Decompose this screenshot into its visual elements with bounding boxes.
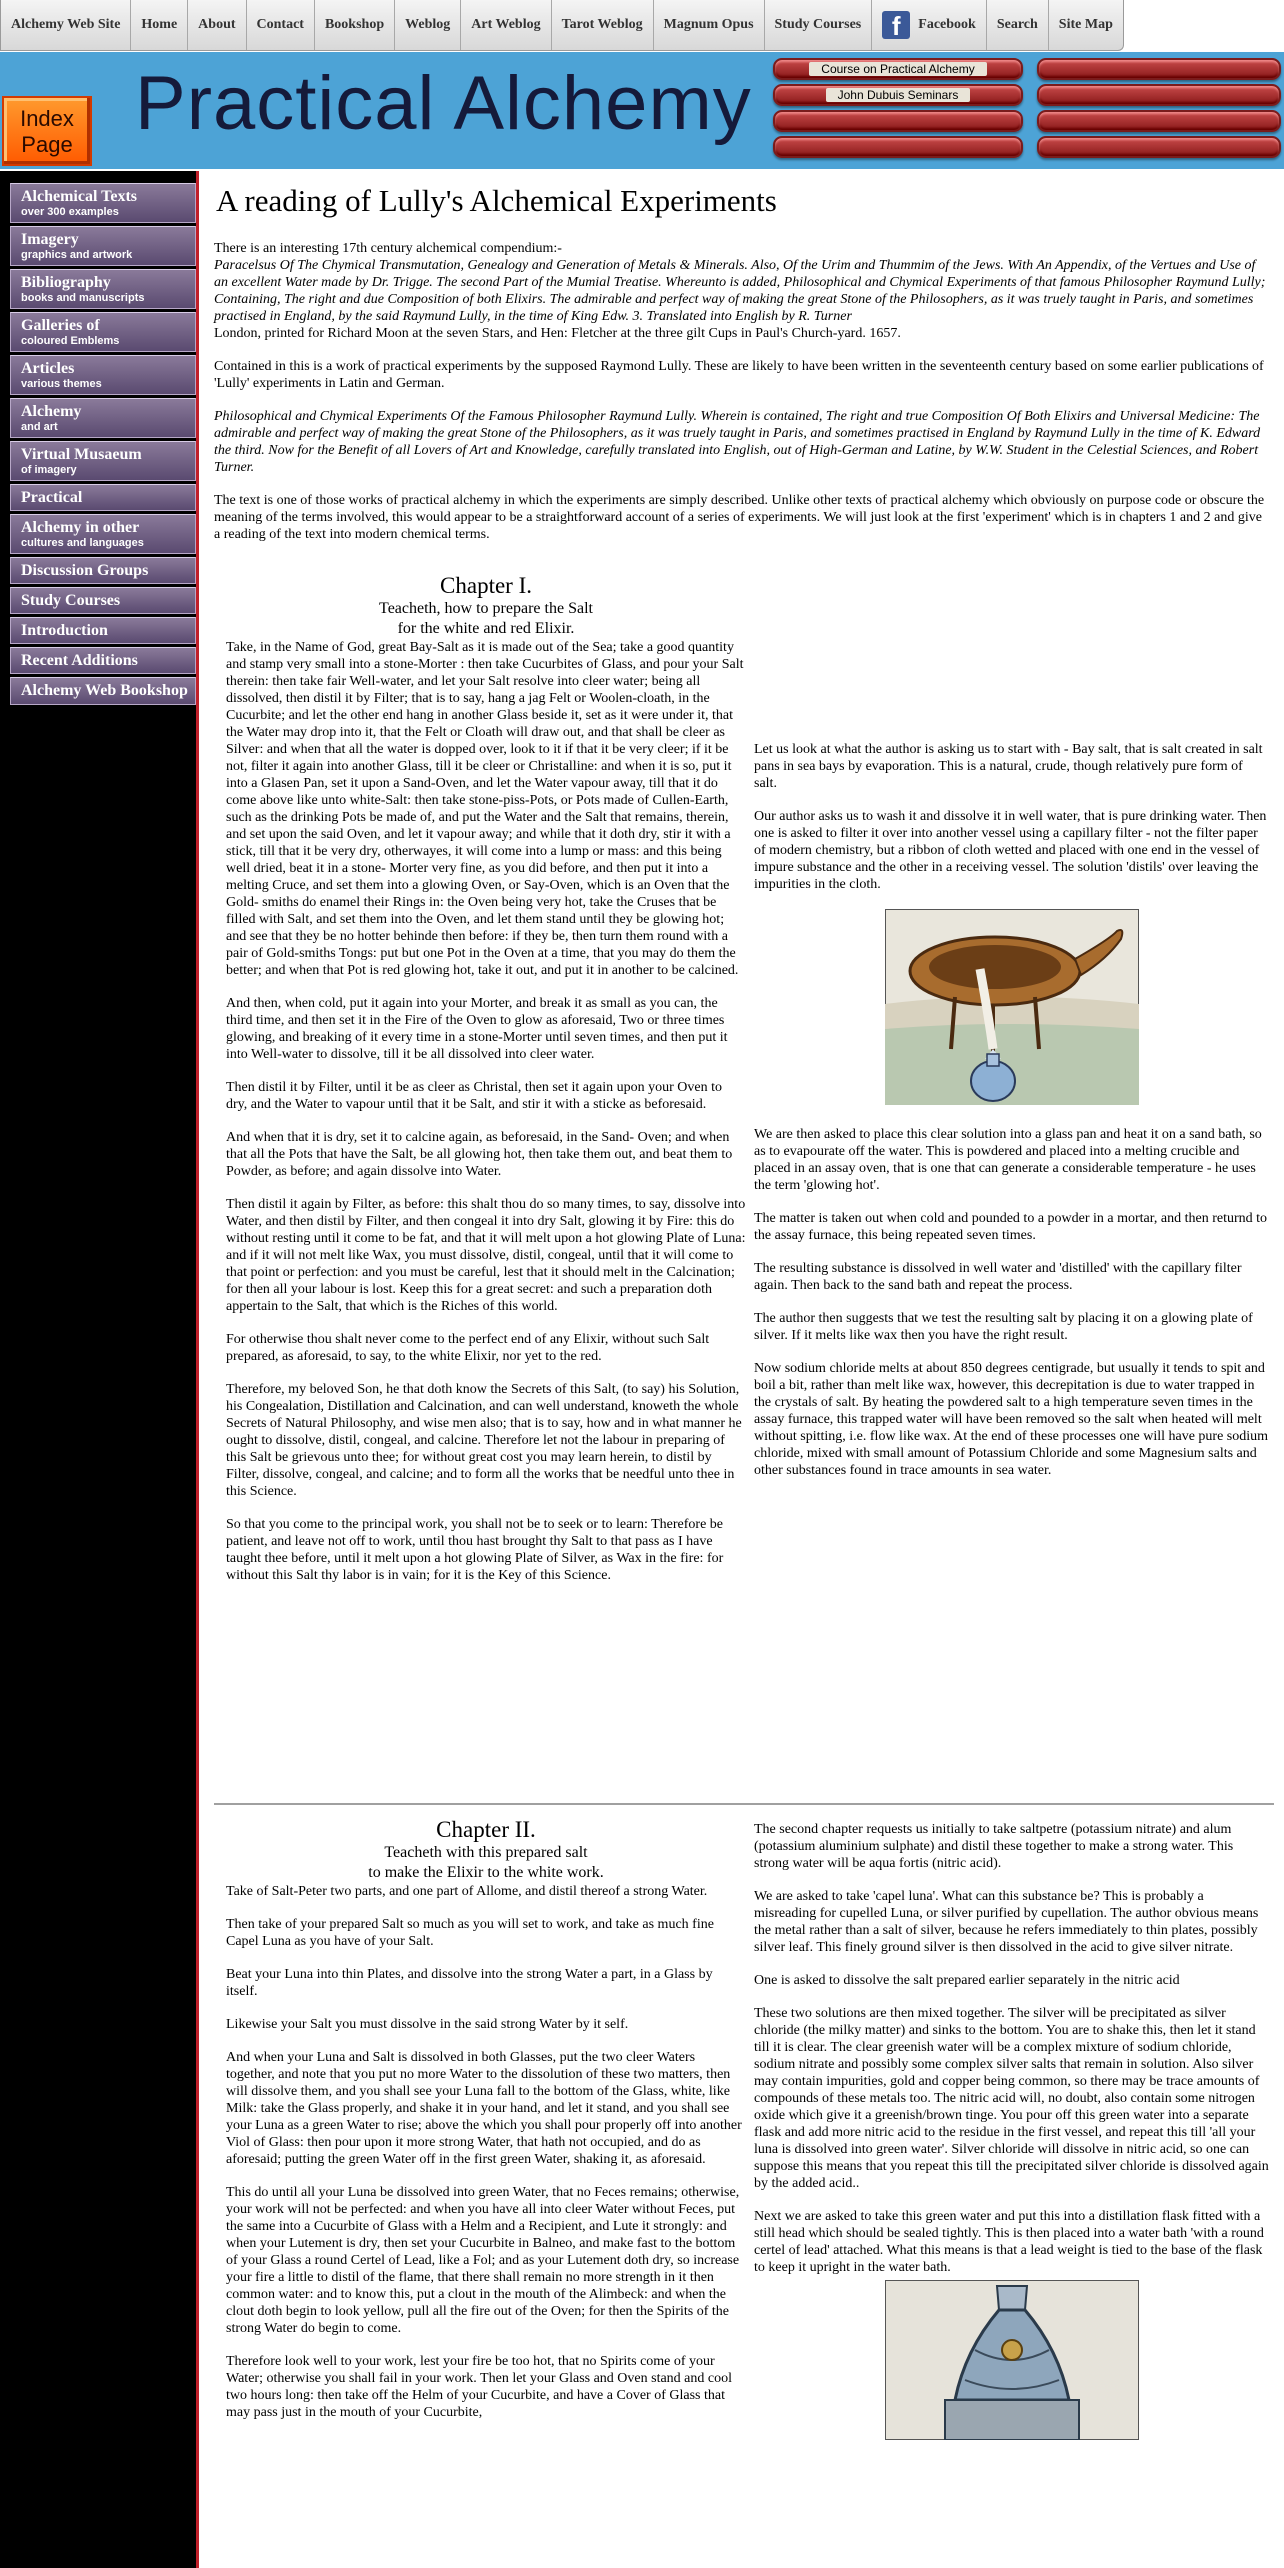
banner-button-blank-5[interactable] [773, 136, 1023, 158]
commentary-paragraph: These two solutions are then mixed together. The silver will be precipitated as silver chloride (the milky matter) and sinks to the bottom. You are to shake this, then let it stand till it is clear. The clear greenish water will be a complex mixture of sodium chloride, sodium nitrate and possibly some complex silver salts that remain in solution. Also silver may contain impurities, gold and copper being common, so there may be trace amounts of compounds of these metals too. The nitric acid will, no doubt, also contain some nitrogen oxide which give it a greenish/brown tinge. You pour off this green water into a separate flask and add more nitric acid to the residue in the first vessel, and repeat this till 'all your luna is dissolved into green water'. Silver chloride will dissolve in nitric acid, so one can suppose this means that you repeat this till the precipitated silver chloride is dissolved again by the added acid.. [754, 2006, 1269, 2191]
chapter-1-paragraph: Then distil it again by Filter, as before: this shalt thou do so many times, to say, dissolve into Water, and then distil by Filter, and then congeal it into dry Salt, glowing it by Fire: this do without resting until it come to be fat, and that it will melt upon a hot glowing Plate of Luna: and if it will not melt like Wax, you must dissolve, distil, congeal, until that it will come to that point or perfection: and you must be careful, lest that it should melt in the Calcination; for then all your labour is lost. Keep this for a great secret: and such a preparation doth appertain to the Salt, that which is the Riches of this world. [226, 1197, 746, 1314]
sidebar-item-label: Recent Additions [21, 652, 138, 669]
chapter-2-section [214, 1809, 1270, 2509]
commentary-paragraph: The matter is taken out when cold and pounded to a powder in a mortar, and then returnd to the assay furnace, this being repeated seven times. [754, 1211, 1268, 1243]
chapter-1-paragraph: Take, in the Name of God, great Bay-Salt as it is made out of the Sea; take a good quantity and stamp very small into a stone-Morter : then take Cucurbites of Glass, and pour your Salt therein: then take fair Well-water, and let your Salt resolve into cleer water; being all dissolved, then distil it by Filter; that is to say, hang a jag Felt or Woolen-cloath, in the Cucurbite; and let the other end hang in another Glass beside it, set as it were under it, that the Water may drop into it, that the Felt or Cloath will draw out, and that shall be cleer as Silver: and when that all the water is dopped over, look to it if that it be very cleer; if it be not, filter it again into another Glass, till it be cleer or Christalline: and when it is so, put it into a Glasen Pan, set it upon a Sand-Oven, and let the Water vapour away, till that it do come above like unto white-Salt: then take stone-piss-Pots, or Pots made of Cullen-Earth, such as the drinking Pots be made of, and put the Water and the Salt that remains, therein, and set upon the said Oven, and let it vapour away; and while that it doth dry, stir it with a stick, till that it be very dry, otherwayes, it will come into a lump or mass: and this being well dried, beat it in a stone- Morter very fine, as you did before, and then put it into a melting Cruce, and set them into a glowing Oven, or Say-Oven, which is an Oven that the Gold- smiths do enamel their Rings in: the Oven being very hot, take the Cruses that be filled with Salt, and set them into the Oven, and let them stand until they be glowing hot; and see that they be no hotter behinde then before: if they be, then turn them round with a pair of Gold-smiths Tongs: put but one Pot in the Oven at a time, that you may do them the better; and when that Pot is red glowing hot, take it out, and put it in another to be calcined. [226, 640, 744, 978]
sidebar-item-study-courses[interactable] [10, 587, 196, 614]
sidebar-item-label: Imagery [21, 231, 79, 248]
site-title: Practical Alchemy [135, 61, 752, 146]
nav-about[interactable]: About [188, 0, 246, 50]
chapter-1-paragraph: And when that it is dry, set it to calcine again, as beforesaid, in the Sand- Oven; and when that all the Pots that have the Salt, be all glowing hot, then take them out, and beat them to Powder, as before; and again dissolve into Water. [226, 1130, 733, 1179]
sidebar-divider [196, 171, 199, 2568]
sidebar-item-sublabel: and art [21, 421, 58, 433]
sidebar-item-sublabel: of imagery [21, 464, 77, 476]
chapter-2-subtitle-line1: Teacheth with this prepared salt [384, 1844, 588, 1861]
sidebar-item-label: Alchemy in other [21, 519, 140, 536]
banner-button-blank-3[interactable] [773, 110, 1023, 132]
page-title: A reading of Lully's Alchemical Experiments [216, 183, 777, 218]
nav-site-map[interactable]: Site Map [1058, 17, 1113, 32]
john-dubuis-seminars-button[interactable] [773, 84, 1023, 106]
sidebar-item-sublabel: cultures and languages [21, 537, 144, 549]
sidebar [0, 171, 196, 2568]
chapter-1-section [214, 559, 1270, 1809]
water-bath-woodcut-image [885, 2280, 1139, 2440]
nav-tarot-weblog[interactable]: Tarot Weblog [552, 0, 654, 50]
sidebar-item-label: Bibliography [21, 274, 111, 291]
commentary-paragraph: Our author asks us to wash it and dissolve it in well water, that is pure drinking water. Then one is asked to filter it over into another vessel using a capillary filter - not the filter paper of modern chemistry, but a ribbon of cloth wetted and placed with one end in the vessel of impure substance and the other in a receiving vessel. The solution 'distils' over leaving the impurities in the cloth. [754, 809, 1267, 892]
commentary-paragraph: Now sodium chloride melts at about 850 degrees centigrade, but usually it tends to spit and boil a bit, rather than melt like wax, however, this decrepitation is due to water trapped in the crystals of salt. By heating the powdered salt to a high temperature seven times in the assay furnace, this trapped water will have been removed so the salt when heated will melt without spitting, i.e. flow like wax. At the end of these processes one will have pure sodium chloride, mixed with small amount of Potassium Chloride and some Magnesium salts and other substances found in trace amounts in sea water. [754, 1361, 1269, 1478]
sidebar-item-label: Articles [21, 360, 75, 377]
commentary-paragraph: The author then suggests that we test the resulting salt by placing it on a glowing plate of silver. If it melts like wax then you have the right result. [754, 1311, 1253, 1343]
sidebar-item-label: Introduction [21, 622, 108, 639]
chapter-2-paragraph: Then take of your prepared Salt so much as you will set to work, and take as much fine Capel Luna as you have of your Salt. [226, 1917, 714, 1949]
chapter-1-subtitle-line2: for the white and red Elixir. [397, 620, 575, 637]
sidebar-item-alchemy-art[interactable] [10, 398, 196, 438]
sidebar-item-bibliography[interactable] [10, 269, 196, 309]
chapter-2-subtitle-line2: to make the Elixir to the white work. [368, 1864, 604, 1881]
sidebar-item-alchemical-texts[interactable] [10, 183, 196, 223]
section-divider [214, 1803, 1274, 1805]
chapter-1-text [226, 559, 746, 1600]
nav-home[interactable]: Home [131, 0, 188, 50]
chapter-2-text [226, 1817, 746, 2437]
intro-text: There is an interesting 17th century alchemical compendium:- [214, 241, 562, 256]
pill-label: John Dubuis Seminars [826, 88, 971, 102]
chapter-2-paragraph: Likewise your Salt you must dissolve in the said strong Water by it self. [226, 2017, 629, 2032]
sidebar-item-label: Discussion Groups [21, 562, 149, 579]
banner-button-blank-1[interactable] [1037, 58, 1281, 80]
sidebar-item-discussion-groups[interactable] [10, 557, 196, 584]
nav-contact[interactable]: Contact [247, 0, 315, 50]
sidebar-item-label: Alchemy Web Bookshop [21, 682, 188, 699]
top-navigation-bar [0, 0, 1124, 51]
nav-study-courses[interactable]: Study Courses [765, 0, 873, 50]
banner-button-blank-6[interactable] [1037, 136, 1281, 158]
banner-button-blank-4[interactable] [1037, 110, 1281, 132]
imprint-text: London, printed for Richard Moon at the seven Stars, and Hen: Fletcher at the three gilt Cups in Paul's Church-yard. 1657. [214, 326, 901, 341]
chapter-2-paragraph: This do until all your Luna be dissolved into green Water, that no Feces remains; otherwise, your work will not be perfected: and when you have all into cleer Water without Feces, put the same into a Cucurbite of Glass with a Helm and a Recipient, and Lute it strongly: and when your Lutement is dry, then set your Cucurbite in Balneo, and make fast to the bottom of your Glass a round Certel of Lead, like a Fol; and as your Lutement doth dry, so increase your fire a little to distil of the flame, that there shall remain no more strength in it then common water: and to know this, put a clout in the mouth of the Alimbeck: and when the clout doth begin to look yellow, pull all the fire out of the Oven; for then the Spirits of the strong Water do begin to come. [226, 2185, 740, 2336]
nav-facebook-label: Facebook [918, 17, 976, 32]
nav-alchemy-web-site[interactable]: Alchemy Web Site [1, 0, 131, 50]
nav-search[interactable]: Search [987, 0, 1049, 50]
sidebar-item-articles[interactable] [10, 355, 196, 395]
sidebar-item-label: Galleries of [21, 317, 100, 334]
sidebar-item-virtual-musaeum[interactable] [10, 441, 196, 481]
sidebar-item-label: Alchemy [21, 403, 82, 420]
site-banner [0, 52, 1284, 169]
chapter-2-paragraph: Take of Salt-Peter two parts, and one part of Allome, and distil thereof a strong Water. [226, 1884, 708, 1899]
sidebar-item-label: Virtual Musaeum [21, 446, 142, 463]
commentary-paragraph: The second chapter requests us initially to take saltpetre (potassium nitrate) and alum (potassium aluminium sulphate) and distil these together to make a strong water. This strong water will be aqua fortis (nitric acid). [754, 1822, 1234, 1871]
chapter-2-paragraph: Beat your Luna into thin Plates, and dissolve into the strong Water a part, in a Glass by itself. [226, 1967, 713, 1999]
pill-label: Course on Practical Alchemy [809, 62, 986, 76]
sidebar-item-sublabel: graphics and artwork [21, 249, 133, 261]
paragraph-lully-title: Philosophical and Chymical Experiments Of the Famous Philosopher Raymund Lully. Wherein is contained, The right and true Composition Of Both Elixirs and Universal Medicine: The admirable and perfect way of making the great Stone of the Philosophers, as it was truely taught in Paris, and sometimes practised in England by Raymund Lully in the time of K. Edward the third. Now for the Benefit of all Lovers of Art and Knowledge, carefully translated into English, out of High-German and Latine, by W.W. Student in the Celestial Sciences, and Robert Turner. [214, 409, 1261, 475]
nav-weblog[interactable]: Weblog [395, 0, 461, 50]
chapter-1-paragraph: So that you come to the principal work, you shall not be to seek or to learn: Therefore be patient, and leave not off to work, until thou hast brought thy Salt to that pass as I have taught thee before, until it melt upon a hot glowing Plate of Silver, as Wax in the fire: for without this Salt thy labor is in vain; for it is the Key of this Science. [226, 1517, 724, 1583]
book-title-text: Paracelsus Of The Chymical Transmutation, Genealogy and Generation of Metals & Minerals. Also, Of the Urim and Thummim of the Jews. With An Appendix, of the Vertues and Use of an excellent Water made by Dr. Trigge. The second Part of the Mumial Treatise. Whereunto is added, Philosophical and Chymical Experiments of that famous Philosopher Raymund Lully; Containing, The right and due Composition of both Elixirs. The admirable and perfect way of making the great Stone of the Philosophers, as it was truely taught in Paris, and sometimes practised in England, by the said Raymund Lully, in the time of King Edw. 3. Translated into English by R. Turner [214, 258, 1266, 324]
facebook-icon: f [882, 11, 910, 39]
commentary-paragraph: We are asked to take 'capel luna'. What can this substance be? This is probably a misreading for cupelled Luna, or silver purified by cupellation. The author obvious means the metal rather than a salt of silver, because he refers immediately to thin plates, possibly silver leaf. This finely ground silver is then dissolved in the acid to give silver nitrate. [754, 1889, 1259, 1955]
sidebar-item-label: Alchemical Texts [21, 188, 137, 205]
nav-art-weblog[interactable]: Art Weblog [461, 0, 551, 50]
sidebar-item-imagery[interactable] [10, 226, 196, 266]
sidebar-item-label: Study Courses [21, 592, 121, 609]
sidebar-item-bookshop[interactable] [10, 677, 196, 705]
course-practical-alchemy-button[interactable] [773, 58, 1023, 80]
sidebar-item-introduction[interactable] [10, 617, 196, 644]
sidebar-item-recent-additions[interactable] [10, 647, 196, 674]
sidebar-item-sublabel: coloured Emblems [21, 335, 120, 347]
chapter-2-commentary [754, 1821, 1269, 2445]
chapter-2-title: Chapter II. [436, 1817, 536, 1842]
sidebar-item-galleries[interactable] [10, 312, 196, 352]
main-content [214, 178, 1270, 2509]
commentary-paragraph: We are then asked to place this clear solution into a glass pan and heat it on a sand bath, so as to evapourate off the water. This is powdered and placed into a melting crucible and placed in an assay oven, that is one that can generate a considerable temperature - he uses the term 'glowing hot'. [754, 1127, 1262, 1193]
chapter-1-title: Chapter I. [440, 573, 532, 598]
chapter-1-paragraph: Then distil it by Filter, until it be as cleer as Christal, then set it again upon your Oven to dry, and the Water to vapour until that it be Salt, and stir it with a sticke as beforesaid. [226, 1080, 722, 1112]
distillation-illustration [754, 2280, 1269, 2445]
nav-magnum-opus[interactable]: Magnum Opus [654, 0, 765, 50]
filter-illustration [754, 909, 1269, 1110]
chapter-1-paragraph: For otherwise thou shalt never come to the perfect end of any Elixir, without such Salt prepared, as aforesaid, to say, to the white Elixir, nor yet to the red. [226, 1332, 710, 1364]
sidebar-item-alchemy-other-cultures[interactable] [10, 514, 196, 554]
banner-button-blank-2[interactable] [1037, 84, 1281, 106]
nav-bookshop[interactable]: Bookshop [315, 0, 395, 50]
paragraph-overview: The text is one of those works of practical alchemy in which the experiments are simply described. Unlike other texts of practical alchemy which obviously on purpose code or obscure the meaning of the terms involved, this would appear to be a straightforward account of a series of experiments. We will just look at the first 'experiment' which is in chapters 1 and 2 and give a reading of the text into modern chemical terms. [214, 493, 1265, 542]
chapter-1-commentary [754, 741, 1269, 1495]
index-page-button[interactable]: Index Page [2, 96, 92, 166]
commentary-paragraph: The resulting substance is dissolved in well water and 'distilled' with the capillary filter again. Then back to the sand bath and repeat the process. [754, 1261, 1242, 1293]
paragraph-contents: Contained in this is a work of practical experiments by the supposed Raymond Lully. These are likely to have been written in the seventeenth century based on some earlier publications of 'Lully' experiments in Latin and German. [214, 359, 1264, 391]
sidebar-item-sublabel: over 300 examples [21, 206, 119, 218]
commentary-paragraph: One is asked to dissolve the salt prepared earlier separately in the nitric acid [754, 1973, 1180, 1988]
commentary-paragraph: Let us look at what the author is asking us to start with - Bay salt, that is salt created in salt pans in sea bays by evaporation. This is a natural, crude, though relatively pure form of salt. [754, 742, 1263, 791]
sidebar-item-practical[interactable] [10, 484, 196, 511]
chapter-1-paragraph: Therefore, my beloved Son, he that doth know the Secrets of this Salt, (to say) his Solution, his Congealation, Distillation and Calcination, and can well understand, knoweth the whole Secrets of Natural Philosophy, and wise men also; that is to say, how and in what manner he ought to dissolve, distil, congeal, and calcine. Therefore let not the labour in preparing of this Salt be grievous unto thee; for without great cost you may learn herein, to distil by Filter, dissolve, congeal, and calcine; and to form all the works that be needful unto thee in this Science. [226, 1382, 742, 1499]
chapter-2-paragraph: And when your Luna and Salt is dissolved in both Glasses, put the two cleer Waters together, and note that you put no more Water to the dissolution of these two matters, then will dissolve them, and you shall see your Luna fall to the bottom of the Glass, white, like Milk: take the Glass properly, and shake it in your hand, and let it stand, and you shall see your Luna as a green Water to rise; above the which you shall pour properly off into another Viol of Glass: then pour upon it more strong Water, that hath not occupied, and do as aforesaid; putting the green Water off in the first green Water, shaking it, as aforesaid. [226, 2050, 742, 2167]
commentary-paragraph: Next we are asked to take this green water and put this into a distillation flask fitted with a still head which should be sealed tightly. This is then placed into a water bath 'with a round certel of lead' attached. What this means is that a lead weight is tied to the base of the flask to keep it upright in the water bath. [754, 2209, 1264, 2275]
capillary-filter-woodcut-image [885, 909, 1139, 1105]
sidebar-item-sublabel: various themes [21, 378, 102, 390]
sidebar-item-label: Practical [21, 489, 83, 506]
chapter-2-paragraph: Therefore look well to your work, lest your fire be too hot, that no Spirits come of your Water; otherwise you shall fail in your work. Then let your Glass and Oven stand and cool two hours long: then take off the Helm of your Cucurbite, and have a Cover of Glass that may pass just in the mouth of your Cucurbite, [226, 2354, 732, 2420]
sidebar-item-sublabel: books and manuscripts [21, 292, 145, 304]
chapter-1-paragraph: And then, when cold, put it again into your Morter, and break it as small as you can, the third time, and then set it in the Fire of the Oven to glow as aforesaid, Two or three times glowing, and breaking of it every time in a stone-Morter until seven times, and then put it into Well-water to dissolve, till it be all dissolved into cleer water. [226, 996, 728, 1062]
nav-facebook[interactable] [872, 0, 987, 50]
chapter-1-subtitle-line1: Teacheth, how to prepare the Salt [379, 600, 593, 617]
